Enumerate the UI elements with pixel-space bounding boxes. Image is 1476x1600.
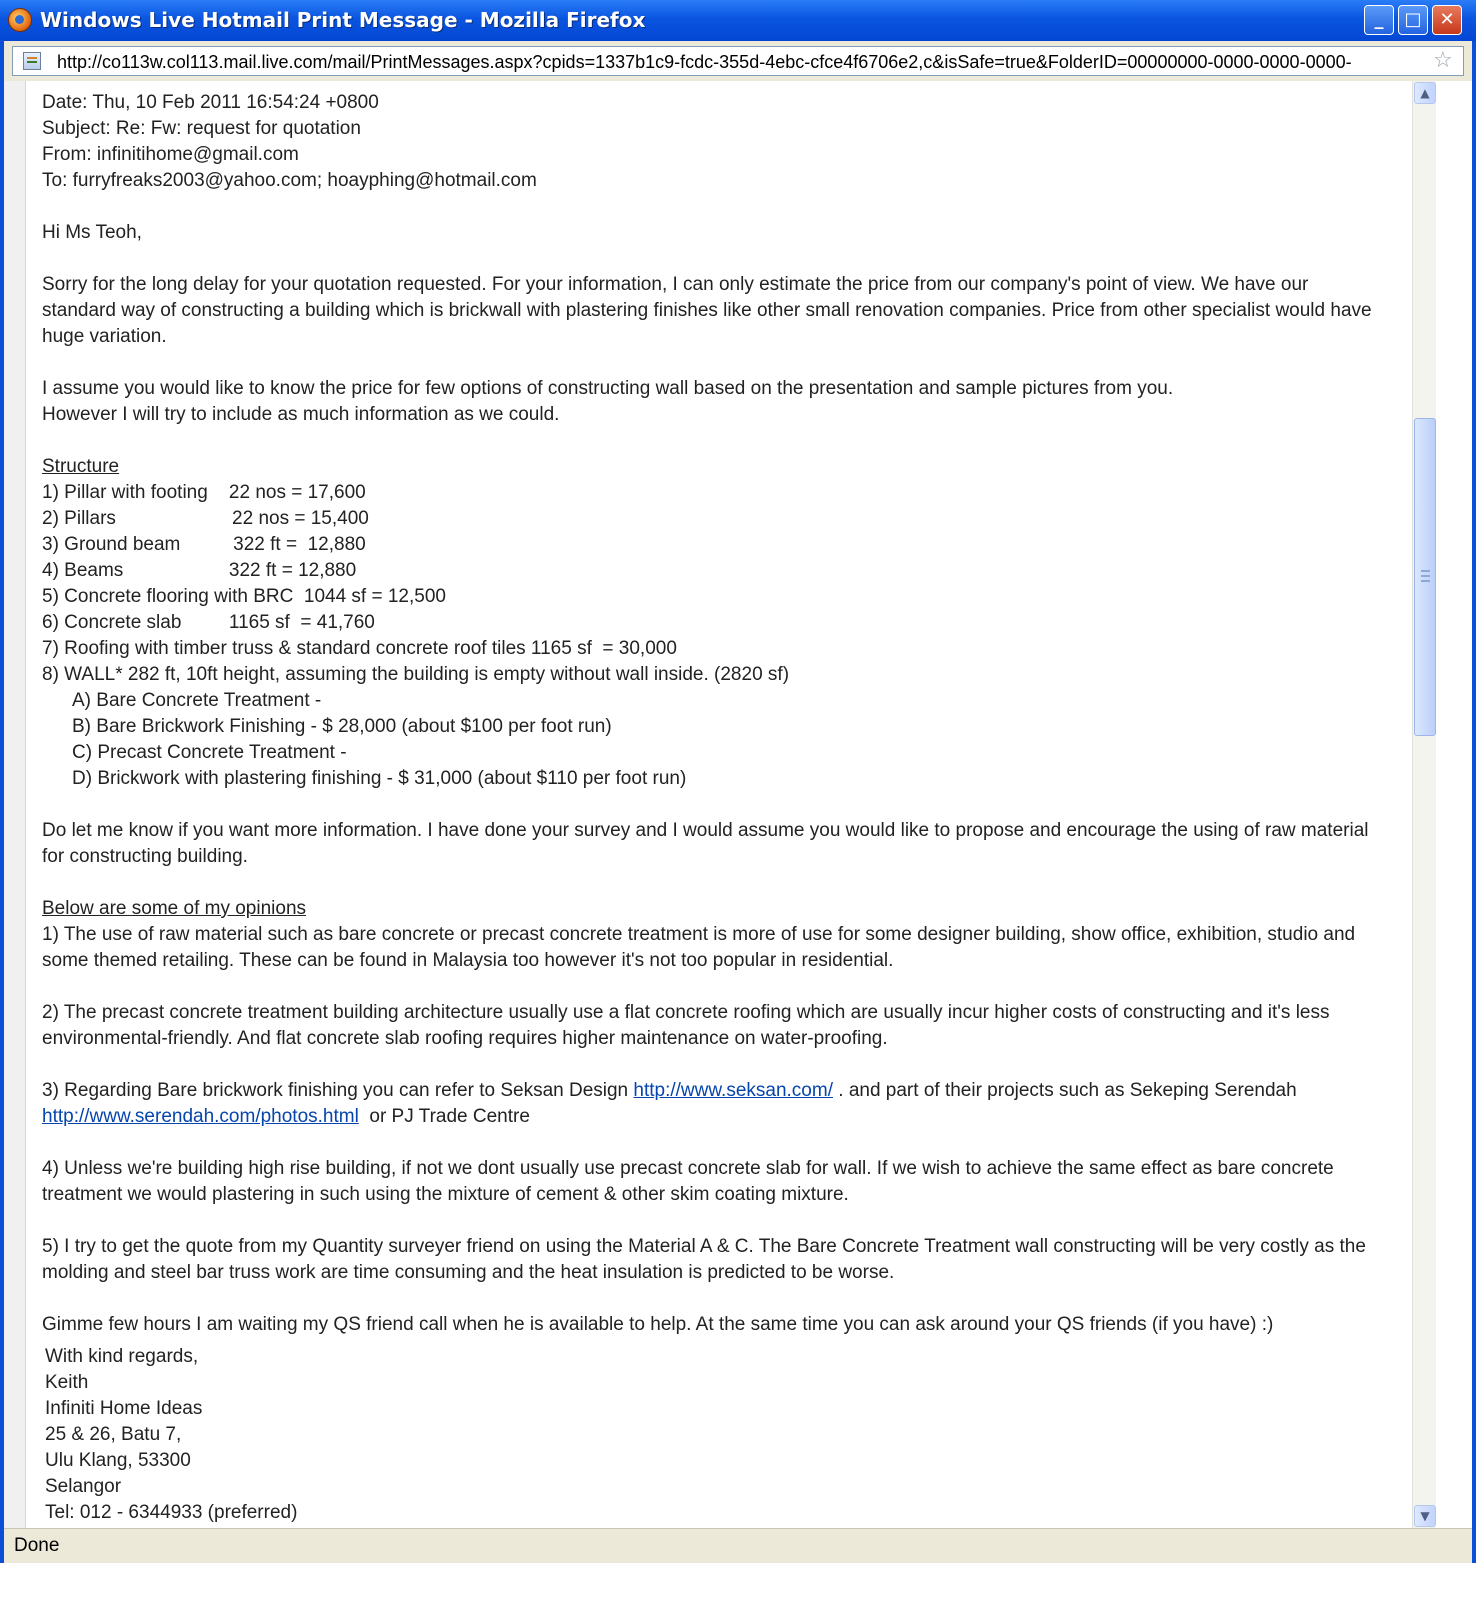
structure-heading: Structure <box>42 456 120 477</box>
spacer <box>42 194 1382 220</box>
desktop-area <box>0 1563 1476 1600</box>
wall-option: D) Brickwork with plastering finishing - $ 31,000 (about $110 per foot run) <box>72 768 687 789</box>
url-text[interactable]: http://co113w.col113.mail.live.com/mail/PrintMessages.aspx?cpids=1337b1c9-fcdc-355d-4ebc-cfce4f6706e2,c&isSafe=true&FolderID=00000000-0000-0000-0000- <box>57 52 1352 72</box>
however-line: However I will try to include as much information as we could. <box>42 404 560 425</box>
from-header: From: infinitihome@gmail.com <box>42 144 299 165</box>
structure-item: 8) WALL* 282 ft, 10ft height, assuming the building is empty without wall inside. (2820 sf) <box>42 664 790 685</box>
vertical-scrollbar[interactable] <box>1412 81 1436 1528</box>
scrollbar-grip-icon <box>1421 570 1430 582</box>
signature <box>42 1344 1382 1526</box>
spacer <box>42 428 1382 454</box>
opinion3-middle: . and part of their projects such as Sekeping Serendah <box>832 1080 1297 1101</box>
spacer <box>42 1208 1382 1234</box>
signature-line: Keith <box>45 1372 89 1393</box>
close-button[interactable]: ✕ <box>1432 5 1462 35</box>
status-bar <box>4 1528 1472 1563</box>
more-info-paragraph: Do let me know if you want more information. I have done your survey and I would assume you would like to propose and encourage the using of raw material for constructing building. <box>42 820 1369 867</box>
url-field[interactable] <box>12 46 1464 76</box>
wall-option: A) Bare Concrete Treatment - <box>72 690 322 711</box>
intro-paragraph: Sorry for the long delay for your quotation requested. For your information, I can only estimate the price from our company's point of view. We have our standard way of constructing a building which is brickwall with plastering finishes like other small renovation companies. Price from other specialist would have huge variation. <box>42 274 1372 347</box>
firefox-icon[interactable] <box>8 8 32 32</box>
opinion-item: 2) The precast concrete treatment building architecture usually use a flat concrete roofing which are usually incur higher costs of constructing and it's less environmental-friendly. And flat concrete slab roofing requires higher maintenance on water-proofing. <box>42 1002 1330 1049</box>
bookmark-star-icon[interactable]: ☆ <box>1433 48 1453 73</box>
spacer <box>42 974 1382 1000</box>
opinion3-prefix: 3) Regarding Bare brickwork finishing you can refer to Seksan Design <box>42 1080 634 1101</box>
to-header: To: furryfreaks2003@yahoo.com; hoayphing@hotmail.com <box>42 170 537 191</box>
date-header: Date: Thu, 10 Feb 2011 16:54:24 +0800 <box>42 92 379 113</box>
subject-header: Subject: Re: Fw: request for quotation <box>42 118 361 139</box>
address-bar <box>4 41 1472 81</box>
structure-item: 6) Concrete slab 1165 sf = 41,760 <box>42 612 375 633</box>
closing-paragraph: Gimme few hours I am waiting my QS friend call when he is available to help. At the same time you can ask around your QS friends (if you have) :) <box>42 1314 1274 1335</box>
opinions-heading: Below are some of my opinions <box>42 898 307 919</box>
window-title: Windows Live Hotmail Print Message - Mozilla Firefox <box>40 8 646 32</box>
opinion3-suffix: or PJ Trade Centre <box>358 1106 530 1127</box>
signature-line: Ulu Klang, 53300 <box>45 1450 191 1471</box>
serendah-link[interactable]: http://www.serendah.com/photos.html <box>42 1106 359 1127</box>
spacer <box>42 792 1382 818</box>
structure-item: 5) Concrete flooring with BRC 1044 sf = 12,500 <box>42 586 446 607</box>
signature-line: Selangor <box>45 1476 122 1497</box>
spacer <box>42 1130 1382 1156</box>
minimize-button[interactable]: _ <box>1364 5 1394 35</box>
page-favicon-icon <box>23 52 41 70</box>
opinion-item-3 <box>42 1078 1382 1130</box>
seksan-link[interactable]: http://www.seksan.com/ <box>633 1080 833 1101</box>
signature-line: Tel: 012 - 6344933 (preferred) <box>45 1502 298 1523</box>
spacer <box>42 246 1382 272</box>
left-margin-line <box>25 81 26 1528</box>
structure-item: 2) Pillars 22 nos = 15,400 <box>42 508 369 529</box>
assume-line: I assume you would like to know the price for few options of constructing wall based on the presentation and sample pictures from you. <box>42 378 1174 399</box>
structure-item: 1) Pillar with footing 22 nos = 17,600 <box>42 482 366 503</box>
email-message <box>42 90 1382 1526</box>
scroll-down-arrow-icon[interactable]: ▼ <box>1414 1505 1436 1527</box>
scroll-up-arrow-icon[interactable]: ▲ <box>1414 82 1436 104</box>
wall-option: B) Bare Brickwork Finishing - $ 28,000 (about $100 per foot run) <box>72 716 612 737</box>
opinion-item: 4) Unless we're building high rise building, if not we dont usually use precast concrete slab for wall. If we wish to achieve the same effect as bare concrete treatment we would plastering in such using the mixture of cement & other skim coating mixture. <box>42 1158 1334 1205</box>
spacer <box>42 350 1382 376</box>
right-margin <box>1436 81 1472 1528</box>
greeting: Hi Ms Teoh, <box>42 222 142 243</box>
spacer <box>42 1286 1382 1312</box>
spacer <box>42 870 1382 896</box>
structure-item: 3) Ground beam 322 ft = 12,880 <box>42 534 366 555</box>
left-margin <box>4 81 25 1528</box>
title-bar[interactable] <box>0 0 1476 41</box>
wall-option: C) Precast Concrete Treatment - <box>72 742 347 763</box>
signature-line: With kind regards, <box>45 1346 199 1367</box>
maximize-button[interactable]: □ <box>1398 5 1428 35</box>
structure-item: 4) Beams 322 ft = 12,880 <box>42 560 357 581</box>
status-text: Done <box>14 1535 60 1556</box>
opinion-item: 5) I try to get the quote from my Quantity surveyer friend on using the Material A & C. The Bare Concrete Treatment wall constructing will be very costly as the molding and steel bar truss work are time consuming and the heat insulation is predicted to be worse. <box>42 1236 1366 1283</box>
opinion-item: 1) The use of raw material such as bare concrete or precast concrete treatment is more of use for some designer building, show office, exhibition, studio and some themed retailing. These can be found in Malaysia too however it's not too popular in residential. <box>42 924 1356 971</box>
structure-item: 7) Roofing with timber truss & standard concrete roof tiles 1165 sf = 30,000 <box>42 638 677 659</box>
scrollbar-thumb[interactable] <box>1414 418 1436 736</box>
spacer <box>42 1052 1382 1078</box>
signature-line: Infiniti Home Ideas <box>45 1398 203 1419</box>
signature-line: 25 & 26, Batu 7, <box>45 1424 182 1445</box>
page-content <box>4 81 1472 1528</box>
